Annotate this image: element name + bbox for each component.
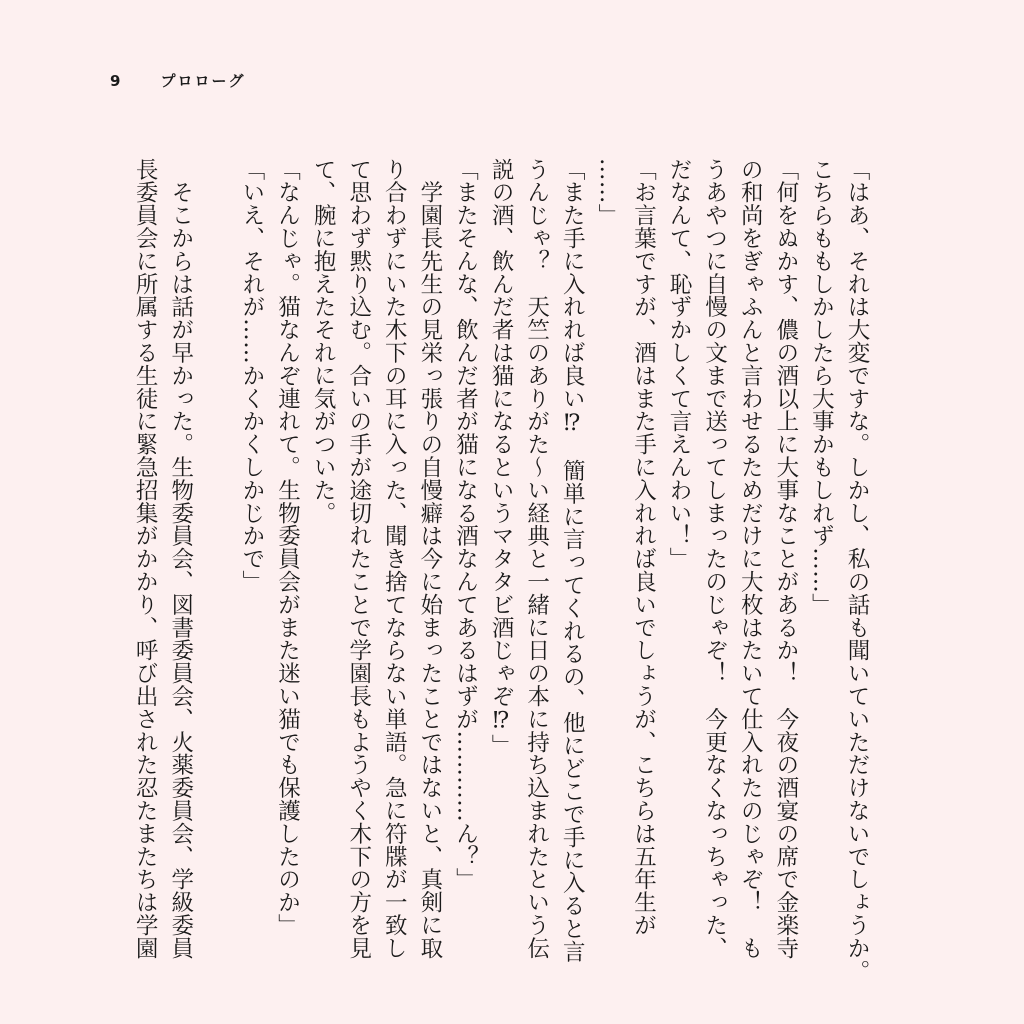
- text-line: だなんて、恥ずかしくて言えんわい！」: [666, 158, 693, 571]
- text-line: 「またそんな、飲んだ者が猫になる酒なんてあるはずが…………ん？」: [452, 158, 479, 891]
- text-line: 「いえ、それが……かくかくしかじかで」: [238, 158, 265, 594]
- running-header: [110, 70, 245, 91]
- text-line: 「なんじゃ。猫なんぞ連れて。生物委員会がまた迷い猫でも保護したのか」: [274, 158, 301, 937]
- text-line: り合わずにいた木下の耳に入った、聞き捨てならない単語。急に符牒が一致し: [381, 158, 408, 960]
- paragraph-break: [198, 158, 234, 918]
- text-line: こちらももしかしたら大事かもしれず……」: [808, 158, 835, 616]
- text-line: 「お言葉ですが、酒はまた手に入れれば良いでしょうが、こちらは五年生が: [630, 158, 657, 937]
- text-line: 学園長先生の見栄っ張りの自慢癖は今に始まったことではないと、真剣に取: [416, 158, 443, 960]
- text-line: 説の酒、飲んだ者は猫になるというマタタビ酒じゃぞ⁉」: [488, 158, 515, 757]
- text-line: の和尚をぎゃふんと言わせるためだけに大枚はたいて仕入れたのじゃぞ！ も: [737, 158, 764, 960]
- text-line: そこからは話が早かった。生物委員会、図書委員会、火薬委員会、学級委員: [167, 158, 194, 960]
- text-line: て、腕に抱えたそれに気がついた。: [310, 158, 337, 525]
- text-line: うんじゃ？ 天竺のありがた〜い経典と一緒に日の本に持ち込まれたという伝: [523, 158, 550, 960]
- text-line: 「はあ、それは大変ですな。しかし、私の話も聞いていただけないでしょうか。: [844, 158, 870, 983]
- text-line: 「また手に入れれば良い⁉ 簡単に言ってくれるの、他にどこで手に入ると言: [559, 158, 586, 963]
- text-line: 「何をぬかす、儂の酒以上に大事なことがあるか！ 今夜の酒宴の席で金楽寺: [772, 158, 799, 960]
- text-line: ……」: [594, 158, 621, 227]
- text-line: 長委員会に所属する生徒に緊急招集がかかり、呼び出された忍たまたちは学園: [132, 158, 159, 960]
- page-number: 9: [110, 71, 123, 90]
- text-line: うあやつに自慢の文まで送ってしまったのじゃぞ！ 今更なくなっちゃった、: [701, 158, 728, 960]
- chapter-title: プロローグ: [160, 72, 246, 90]
- text-line: て思わず黙り込む。合いの手が途切れたことで学園長もようやく木下の方を見: [345, 158, 372, 960]
- vertical-text-body: [132, 158, 874, 983]
